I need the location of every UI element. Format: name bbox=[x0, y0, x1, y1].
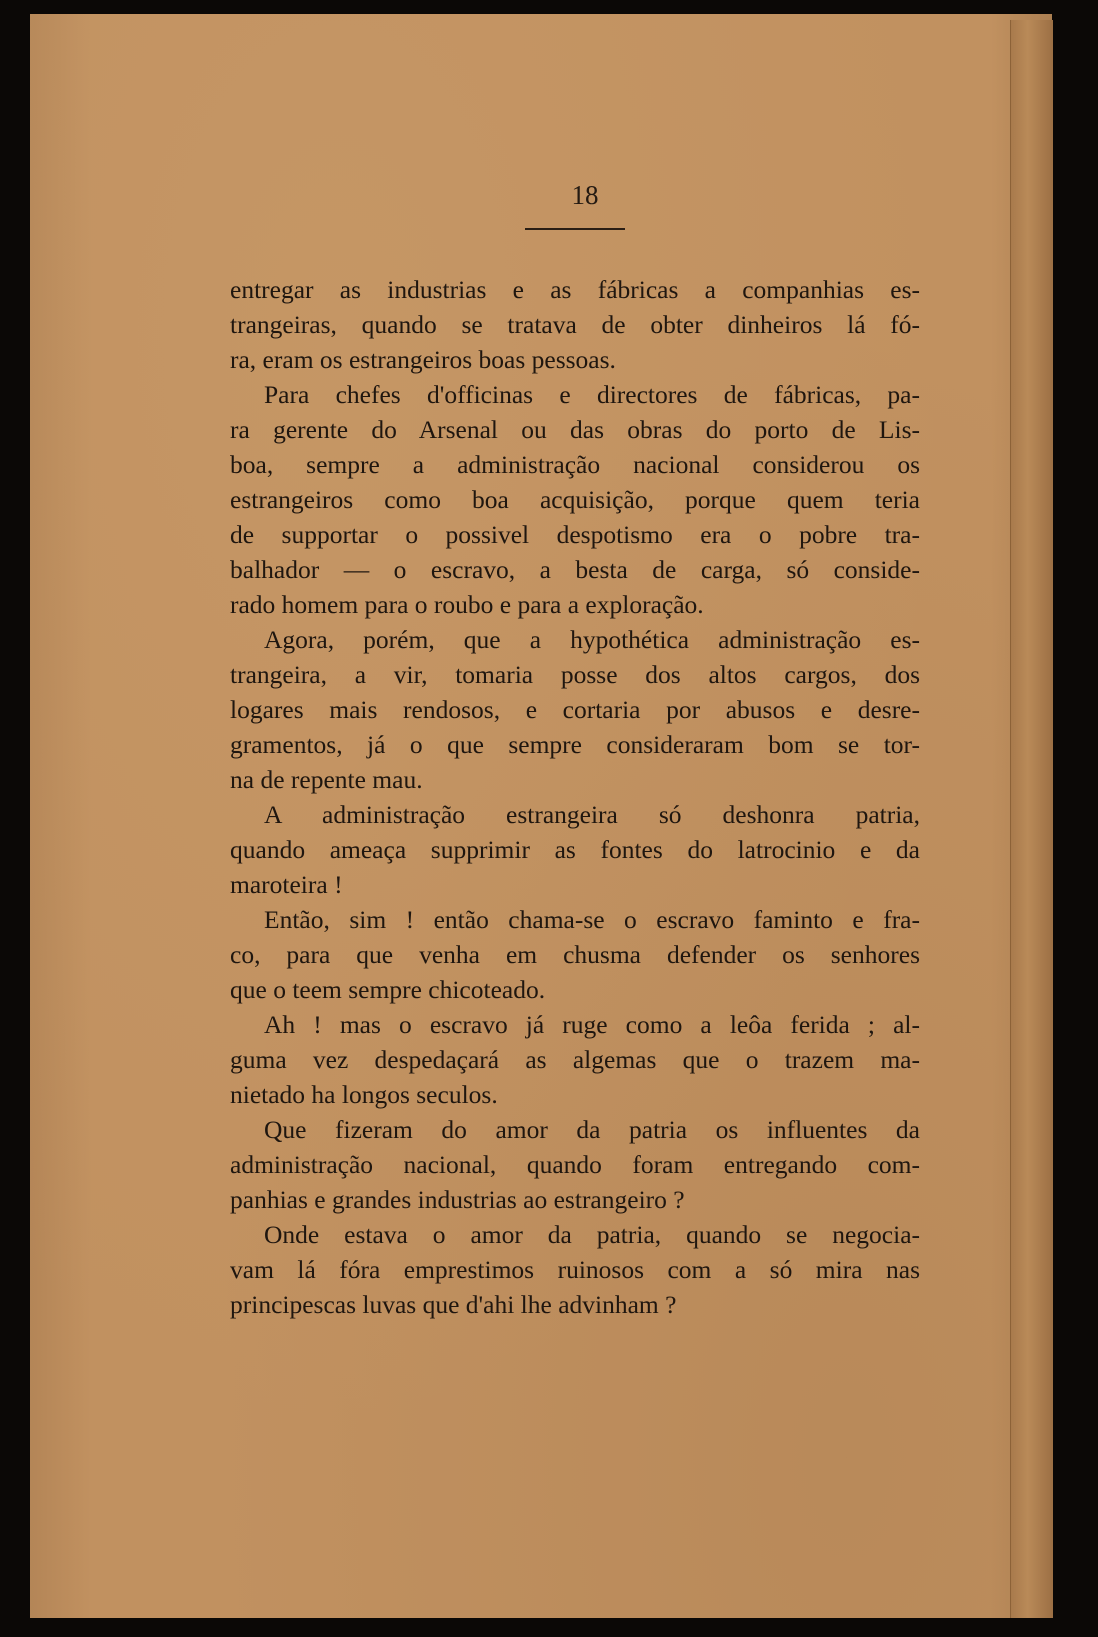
text-line: trangeiras, quando se tratava de obter dinheiros lá fó- bbox=[230, 310, 920, 339]
text-line: maroteira ! bbox=[230, 870, 343, 899]
paragraph bbox=[230, 272, 920, 377]
paragraph bbox=[230, 1007, 920, 1112]
text-line: ra gerente do Arsenal ou das obras do porto de Lis- bbox=[230, 415, 920, 444]
text-line: co, para que venha em chusma defender os senhores bbox=[230, 940, 920, 969]
text-line: panhias e grandes industrias ao estrangeiro ? bbox=[230, 1185, 685, 1214]
text-line: principescas luvas que d'ahi lhe advinham ? bbox=[230, 1290, 677, 1319]
text-line: balhador — o escravo, a besta de carga, só conside- bbox=[230, 555, 920, 584]
text-line: rado homem para o roubo e para a exploração. bbox=[230, 590, 704, 619]
text-line: Agora, porém, que a hypothética administração es- bbox=[264, 625, 920, 654]
header-rule bbox=[525, 228, 625, 230]
text-line: vam lá fóra emprestimos ruinosos com a só mira nas bbox=[230, 1255, 920, 1284]
text-line: que o teem sempre chicoteado. bbox=[230, 975, 546, 1004]
paragraph bbox=[230, 622, 920, 797]
paragraph bbox=[230, 377, 920, 622]
text-line: trangeira, a vir, tomaria posse dos altos cargos, dos bbox=[230, 660, 920, 689]
text-line: Para chefes d'officinas e directores de fábricas, pa- bbox=[264, 380, 920, 409]
text-line: A administração estrangeira só deshonra patria, bbox=[264, 800, 920, 829]
page-number: 18 bbox=[571, 180, 599, 210]
body-text bbox=[230, 272, 920, 1322]
text-line: de supportar o possivel despotismo era o pobre tra- bbox=[230, 520, 920, 549]
text-line: administração nacional, quando foram entregando com- bbox=[230, 1150, 920, 1179]
text-line: Então, sim ! então chama-se o escravo faminto e fra- bbox=[264, 905, 920, 934]
text-line: guma vez despedaçará as algemas que o trazem ma- bbox=[230, 1045, 920, 1074]
text-line: nietado ha longos seculos. bbox=[230, 1080, 498, 1109]
text-line: entregar as industrias e as fábricas a companhias es- bbox=[230, 275, 920, 304]
paragraph bbox=[230, 1217, 920, 1322]
paragraph bbox=[230, 902, 920, 1007]
paragraph bbox=[230, 1112, 920, 1217]
text-line: ra, eram os estrangeiros boas pessoas. bbox=[230, 345, 616, 374]
page-edge bbox=[1010, 20, 1053, 1618]
text-line: Ah ! mas o escravo já ruge como a leôa ferida ; al- bbox=[264, 1010, 920, 1039]
text-line: Onde estava o amor da patria, quando se negocia- bbox=[264, 1220, 920, 1249]
text-line: quando ameaça supprimir as fontes do latrocinio e da bbox=[230, 835, 920, 864]
text-line: na de repente mau. bbox=[230, 765, 423, 794]
paragraph bbox=[230, 797, 920, 902]
text-line: boa, sempre a administração nacional considerou os bbox=[230, 450, 920, 479]
text-line: logares mais rendosos, e cortaria por abusos e desre- bbox=[230, 695, 920, 724]
text-line: Que fizeram do amor da patria os influentes da bbox=[264, 1115, 920, 1144]
text-line: gramentos, já o que sempre consideraram bom se tor- bbox=[230, 730, 920, 759]
text-line: estrangeiros como boa acquisição, porque quem teria bbox=[230, 485, 920, 514]
